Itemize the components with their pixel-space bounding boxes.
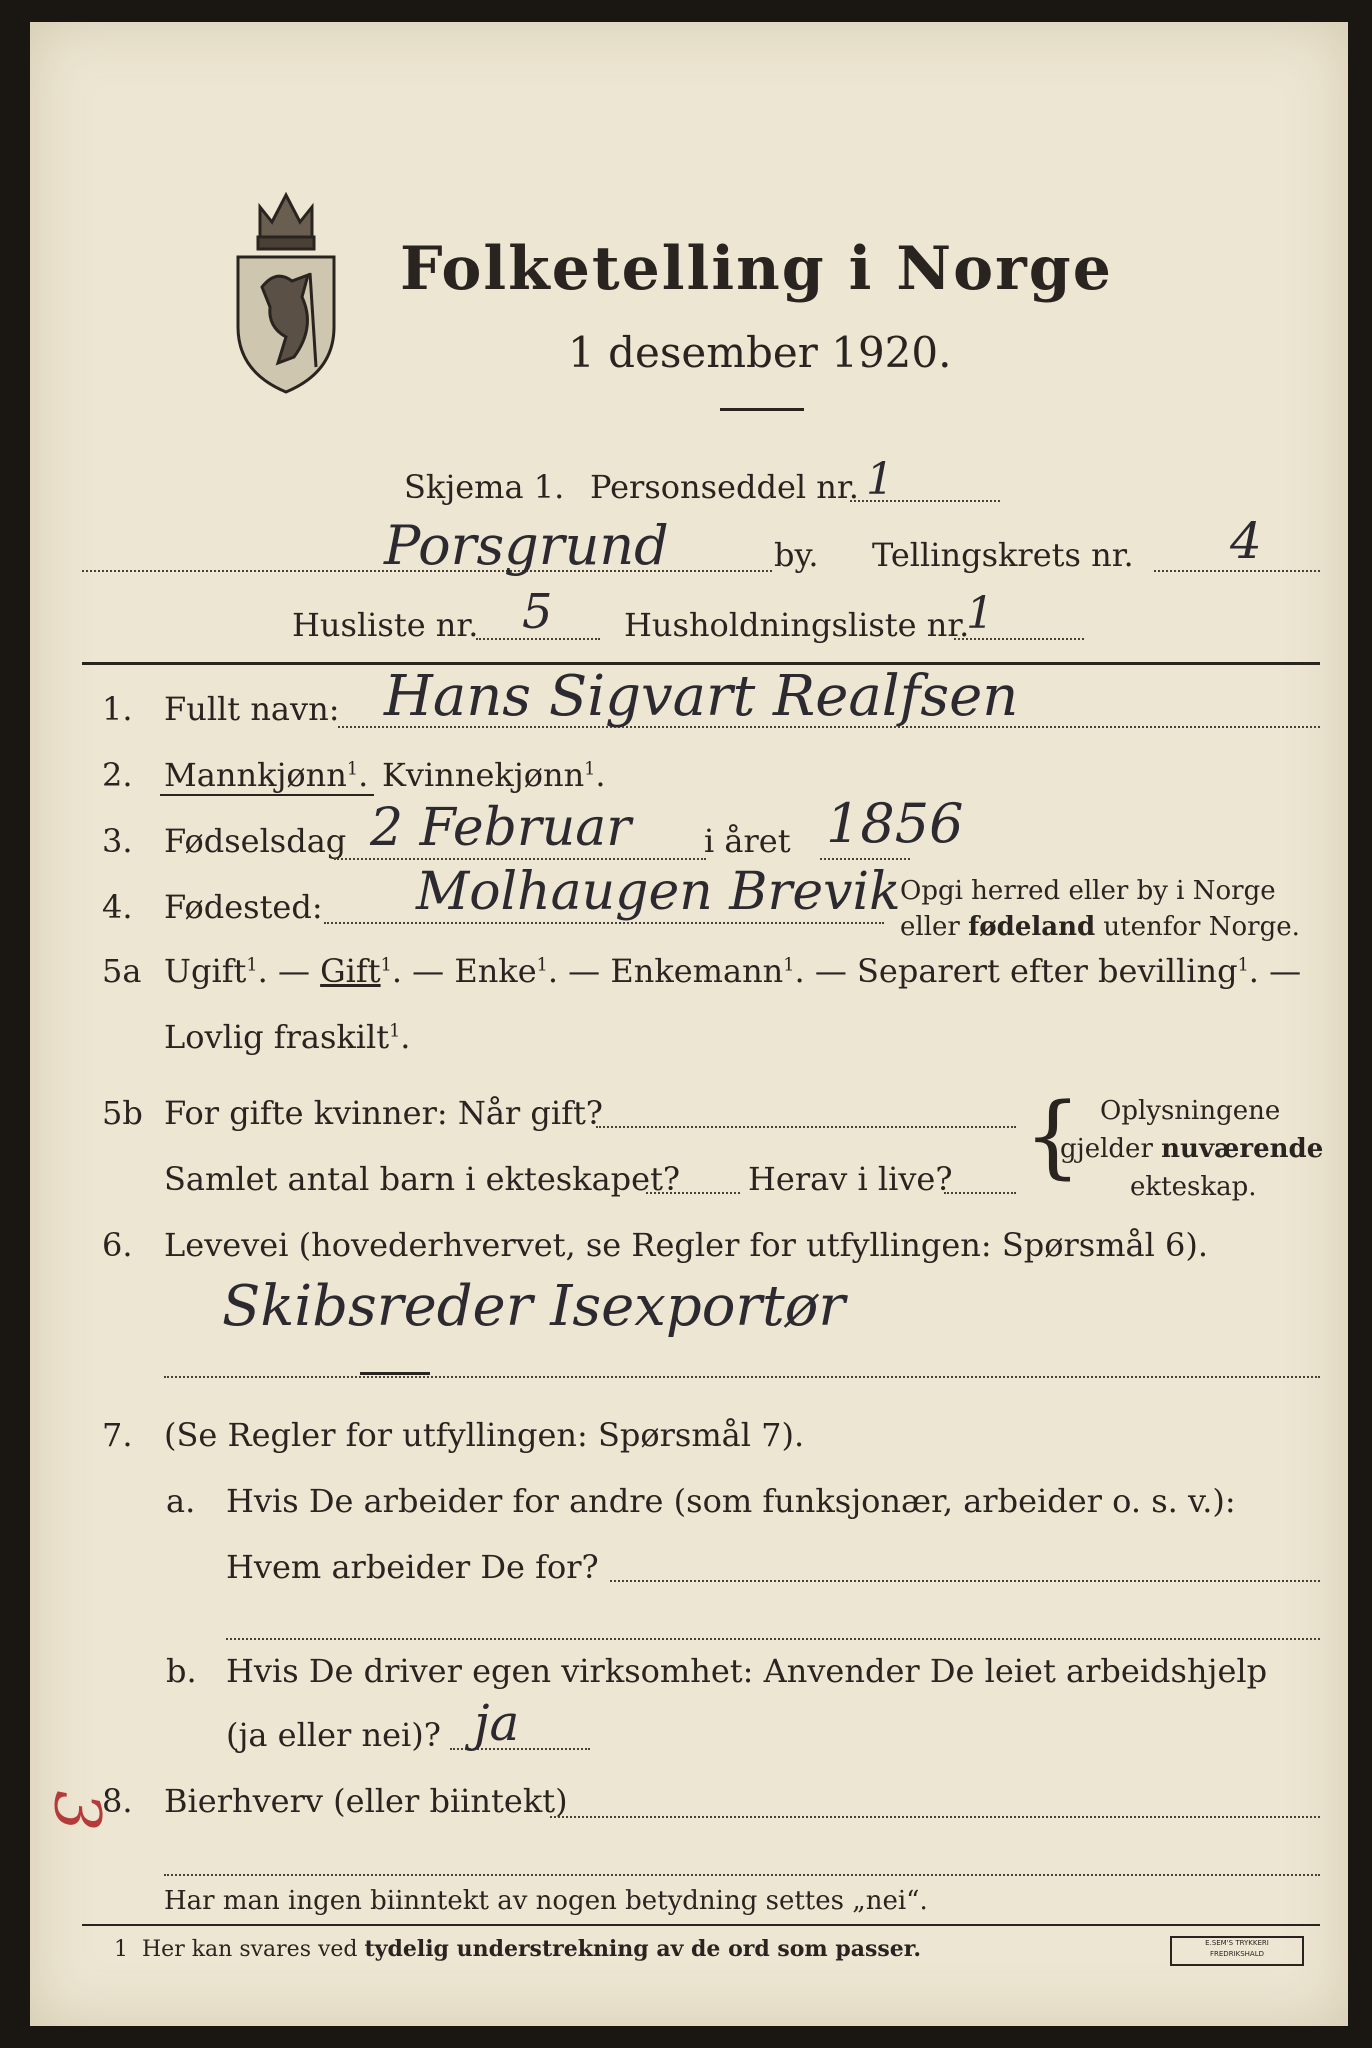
coat-of-arms-icon xyxy=(230,177,342,397)
q5b-alive-label: Herav i live? xyxy=(748,1160,953,1198)
personseddel-value: 1 xyxy=(866,454,894,505)
husliste-value: 5 xyxy=(522,584,553,640)
q3-year-label: i året xyxy=(704,822,791,860)
title-divider xyxy=(720,408,804,411)
q3-value: 2 Februar xyxy=(370,798,632,858)
q7a-question: Hvem arbeider De for? xyxy=(226,1548,599,1586)
tellingskrets-line xyxy=(1154,570,1320,572)
q6-line xyxy=(164,1376,1320,1378)
q4-line xyxy=(324,922,884,924)
q5b-children-label: Samlet antal barn i ekteskapet? xyxy=(164,1160,681,1198)
q2-female-option: Kvinnekjønn$^1$. xyxy=(382,756,606,794)
census-form xyxy=(30,22,1348,2026)
form-title: Folketelling i Norge xyxy=(400,234,1113,304)
q7-label: (Se Regler for utfyllingen: Spørsmål 7). xyxy=(164,1416,805,1454)
q5b-note2: gjelder nuværende xyxy=(1060,1134,1324,1164)
q7a-letter: a. xyxy=(166,1482,196,1520)
q2-male-underline xyxy=(160,794,374,796)
q7a-line2 xyxy=(226,1638,1320,1640)
q8-line2 xyxy=(164,1874,1320,1876)
q7b-text: Hvis De driver egen virksomhet: Anvender De leiet arbeidshjelp xyxy=(226,1652,1268,1690)
husliste-label: Husliste nr. xyxy=(292,606,479,644)
q3-date-line xyxy=(334,858,706,860)
q8-label: Bierhverv (eller biintekt) xyxy=(164,1782,568,1820)
q4-label: Fødested: xyxy=(164,888,323,926)
town-value: Porsgrund xyxy=(384,514,669,577)
q8-margin-mark: 3 xyxy=(39,1790,114,1832)
q3-year-line xyxy=(820,858,910,860)
q5b-note1: Oplysningene xyxy=(1100,1096,1281,1126)
personseddel-label: Personseddel nr. xyxy=(590,468,859,506)
q7b-line xyxy=(450,1748,590,1750)
q5b-brace: { xyxy=(1024,1084,1082,1189)
q6-number: 6. xyxy=(102,1226,133,1264)
husholdning-label: Husholdningsliste nr. xyxy=(624,606,970,644)
q7b-value: ja xyxy=(474,1694,520,1752)
q7b-question: (ja eller nei)? xyxy=(226,1716,441,1754)
q1-number: 1. xyxy=(102,690,133,728)
q3-label: Fødselsdag xyxy=(164,822,347,860)
census-date: 1 desember 1920. xyxy=(568,328,952,377)
q5b-children-line xyxy=(646,1192,740,1194)
q5b-when-line xyxy=(596,1126,1016,1128)
q7a-line1 xyxy=(610,1580,1320,1582)
tellingskrets-value: 4 xyxy=(1230,512,1262,570)
q7a-text: Hvis De arbeider for andre (som funksjonær, arbeider o. s. v.): xyxy=(226,1482,1236,1520)
q3-number: 3. xyxy=(102,822,133,860)
q4-value: Molhaugen Brevik xyxy=(416,862,901,922)
q3-year-value: 1856 xyxy=(826,792,964,855)
footer-divider xyxy=(82,1924,1320,1926)
q5b-when-married: For gifte kvinner: Når gift? xyxy=(164,1094,603,1132)
q4-note-line2: eller fødeland utenfor Norge. xyxy=(900,912,1300,942)
husholdning-value: 1 xyxy=(966,588,994,639)
q6-label: Levevei (hovederhvervet, se Regler for utfyllingen: Spørsmål 6). xyxy=(164,1226,1209,1264)
q5b-note3: ekteskap. xyxy=(1130,1172,1257,1202)
skjema-label: Skjema 1. xyxy=(404,468,565,506)
tellingskrets-label: Tellingskrets nr. xyxy=(872,536,1134,574)
footer-note: Har man ingen biinntekt av nogen betydning settes „nei“. xyxy=(164,1886,928,1916)
footnote: 1 Her kan svares ved tydelig understrekning av de ord som passer. xyxy=(114,1936,922,1962)
q1-label: Fullt navn: xyxy=(164,690,340,728)
q5b-alive-line xyxy=(944,1192,1016,1194)
q6-dash xyxy=(360,1372,430,1375)
q6-value: Skibsreder Isexportør xyxy=(222,1274,846,1339)
q5b-number: 5b xyxy=(102,1094,143,1132)
q4-number: 4. xyxy=(102,888,133,926)
q8-number: 8. xyxy=(102,1782,133,1820)
q5a-fraskilt: Lovlig fraskilt$^1$. xyxy=(164,1018,411,1056)
q7b-letter: b. xyxy=(166,1652,197,1690)
printer-stamp: E.SEM'S TRYKKERI FREDRIKSHALD xyxy=(1170,1936,1304,1966)
q8-line1 xyxy=(550,1816,1320,1818)
q2-male-option: Mannkjønn$^1$. xyxy=(164,756,369,794)
q7-number: 7. xyxy=(102,1416,133,1454)
q2-number: 2. xyxy=(102,756,133,794)
q5a-options: Ugift$^1$. — Gift$^1$. — Enke$^1$. — Enkemann$^1$. — Separert efter bevilling$^1$. — xyxy=(164,952,1302,990)
q4-note-line1: Opgi herred eller by i Norge xyxy=(900,876,1276,906)
q1-value: Hans Sigvart Realfsen xyxy=(384,664,1019,729)
q5a-number: 5a xyxy=(102,952,142,990)
by-label: by. xyxy=(774,536,819,574)
